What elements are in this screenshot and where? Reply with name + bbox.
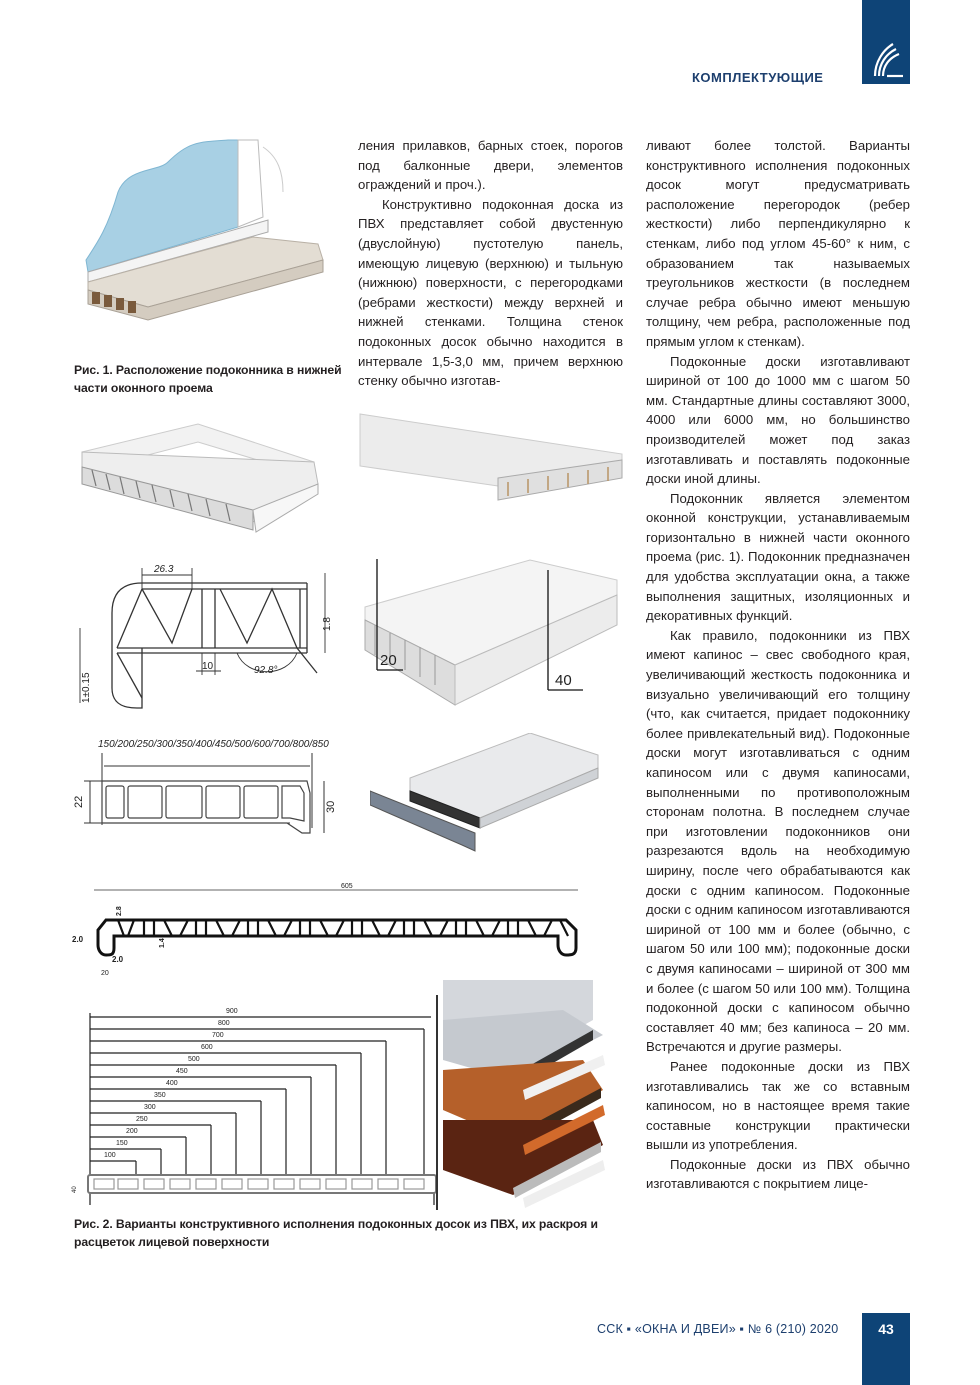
dim-side: 2.0 bbox=[72, 935, 84, 944]
dim-rib-thickness: 1.4 bbox=[159, 938, 166, 948]
height-label: 40 bbox=[72, 1186, 78, 1193]
width-label: 500 bbox=[188, 1056, 200, 1063]
page-number-tab bbox=[862, 1313, 910, 1385]
width-label: 200 bbox=[126, 1128, 138, 1135]
width-label: 400 bbox=[166, 1080, 178, 1087]
section-title: КОМПЛЕКТУЮЩИЕ bbox=[692, 70, 824, 85]
paragraph: Конструктивно подоконная доска из ПВХ представляет собой двустенную (двуслойную) пустотелую панель, имеющую лицевую (верхнюю) и тыльную (нижнюю) поверхности, с перегородками (ребрами жесткости) между верхней и нижней стенками. Толщина стенок подоконных досок обычно находится в интервале 1,5-3,0 мм, причем верхнюю стенку обычно изготав- bbox=[358, 196, 623, 389]
paragraph: Как правило, подоконники из ПВХ имеют капинос – свес свободного края, увеличивающий жесткость подоконника и визуально увеличивающий его толщину (что, как считается, придает подоконнику более привлекательный вид). Подоконные доски могут изготавливаться с одним капиносом или с двумя капиносами, выполненными по противоположным сторонам полотна. В последнем случае при изготовлении подоконников они разрезаются вдоль на необходимую ширину, после чего обрабатываются как доски с одним капиносом. Подоконные доски с одним капиносом изготавливаются шириной от 100 мм и более (обычно, с шагом 50 или 100 мм); подоконные доски с двумя капиносами – шириной от 300 мм и более (с шагом 50 или 100 мм). Толщина подоконной доски с капиносом обычно составляет 40 мм; без капиноса – 20 мм. Встречаются и другие размеры. bbox=[646, 627, 910, 1055]
figure2-double-drip-drawing bbox=[66, 880, 626, 980]
paragraph: ливают более толстой. Варианты конструктивного исполнения подоконных досок могут предусматривать расположение перегородок (ребер жесткости) либо перпендикулярно к стенкам, либо под углом 45-60° к ним, с образованием так называемых треугольников жесткости (в последнем случае ребра обычно имеют меньшую толщину, чем ребра, расположенные под прямым углом к стенкам). bbox=[646, 138, 910, 349]
figure2-sill-photo-left bbox=[78, 422, 323, 537]
dim-total: 605 bbox=[341, 883, 353, 890]
dim-height: 1.8 bbox=[322, 617, 333, 631]
width-label: 100 bbox=[104, 1152, 116, 1159]
dim-bottom: 2.0 bbox=[112, 955, 124, 964]
width-label: 900 bbox=[226, 1008, 238, 1015]
width-label: 350 bbox=[154, 1092, 166, 1099]
width-label: 600 bbox=[201, 1044, 213, 1051]
article-column-2 bbox=[358, 136, 623, 391]
dim-left: 22 bbox=[73, 795, 85, 808]
paragraph: Подоконные доски из ПВХ обычно изготавливаются с покрытием лице- bbox=[646, 1156, 910, 1192]
figure1-caption: Рис. 1. Расположение подоконника в нижней части оконного проема bbox=[74, 363, 342, 395]
width-label: 450 bbox=[176, 1068, 188, 1075]
width-label: 300 bbox=[144, 1104, 156, 1111]
paragraph: Ранее подоконные доски из ПВХ изготавливались так же со вставным капиносом, но в настоящее время такие составные конструкции практически вышли из употребления. bbox=[646, 1058, 910, 1153]
header-tab bbox=[862, 0, 910, 84]
dim-with-drip: 40 bbox=[555, 672, 572, 689]
dim-drip: 20 bbox=[101, 970, 109, 977]
dim-top-wall: 2.8 bbox=[116, 906, 123, 916]
dim-rib: 10 bbox=[202, 661, 214, 672]
width-label: 800 bbox=[218, 1020, 230, 1027]
paragraph: Подоконные доски изготавливают шириной от 100 до 1000 мм с шагом 50 мм. Стандартные длины составляют 3000, 4000 или 6000 мм, но большинство производителей может под заказ изготавливать и поставлять подоконные доски иной длины. bbox=[646, 353, 910, 487]
figure2-caption: Рис. 2. Варианты конструктивного исполнения подоконных досок из ПВХ, их раскроя и расцветок лицевой поверхности bbox=[74, 1217, 598, 1249]
dim-angle: 92.8° bbox=[254, 665, 278, 676]
dim-right: 30 bbox=[325, 800, 337, 813]
article-column-3 bbox=[646, 136, 910, 1194]
figure2-grey-sill-photo bbox=[370, 733, 605, 853]
width-label: 250 bbox=[136, 1116, 148, 1123]
paragraph: ления прилавков, барных стоек, порогов под балконные двери, элементов ограждений и проч.). bbox=[358, 138, 623, 193]
dim-wall: 1±0.15 bbox=[81, 672, 92, 703]
figure2-colored-sills-photo bbox=[443, 980, 623, 1210]
figure2-profile-drawing bbox=[72, 553, 347, 718]
figure2-sill-photo-right bbox=[358, 408, 624, 508]
widths-label: 150/200/250/300/350/400/450/500/600/700/800/850 bbox=[98, 739, 329, 750]
dim-rib-spacing: 26.3 bbox=[154, 564, 174, 575]
figure1-sill-illustration bbox=[78, 132, 338, 332]
dim-no-drip: 20 bbox=[380, 652, 397, 669]
width-label: 700 bbox=[212, 1032, 224, 1039]
page-number: 43 bbox=[878, 1321, 894, 1337]
figure2-thickness-photo bbox=[355, 545, 625, 710]
paragraph: Подоконник является элементом оконной конструкции, устанавливаемым горизонтально в нижней части оконного проема (рис. 1). Подоконник предназначен для удобства эксплуатации окна, а также выполнения защитных, изоляционных и декоративных функций. bbox=[646, 490, 910, 624]
magazine-logo-icon bbox=[869, 36, 905, 80]
width-label: 150 bbox=[116, 1140, 128, 1147]
footer-publication: ССК ▪ «ОКНА И ДВЕИ» ▪ № 6 (210) 2020 bbox=[597, 1322, 839, 1336]
figure2-width-drawing bbox=[72, 733, 347, 838]
figure2-cutting-drawing bbox=[66, 995, 438, 1210]
